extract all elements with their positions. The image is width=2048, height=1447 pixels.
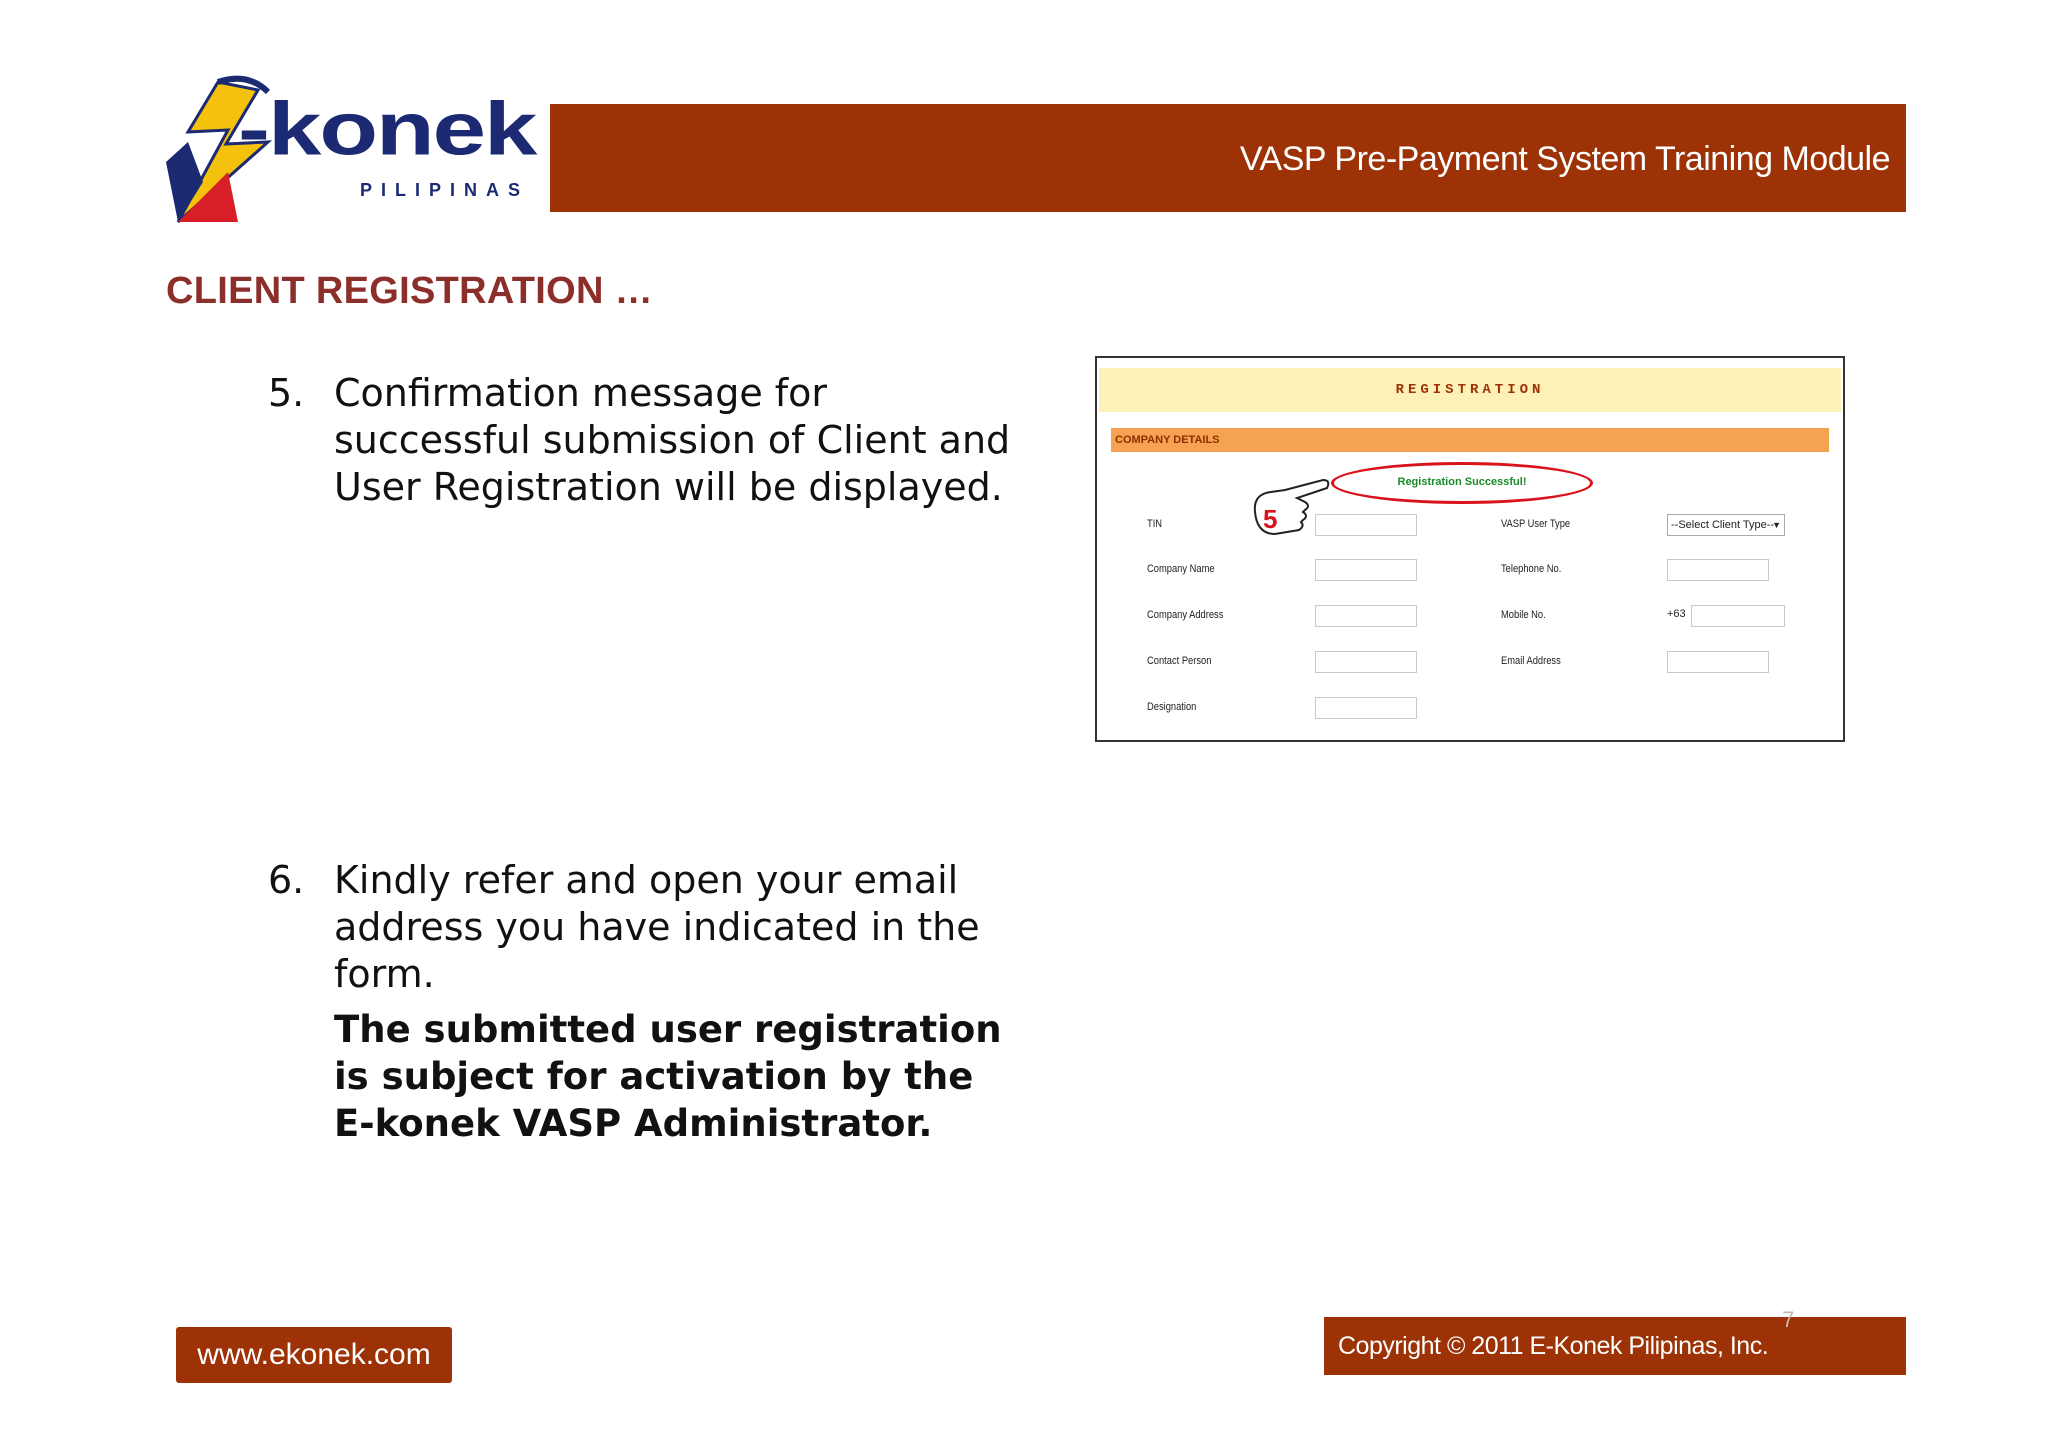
registration-header: REGISTRATION — [1099, 368, 1841, 412]
step-6-text: Kindly refer and open your email address you have indicated in the form. — [334, 858, 980, 996]
website-link[interactable]: www.ekonek.com — [176, 1327, 452, 1383]
label-company-name: Company Name — [1147, 563, 1215, 575]
copyright-bar — [1324, 1317, 1906, 1375]
telephone-input[interactable] — [1667, 559, 1769, 581]
step-6-note: The submitted user registration is subject for activation by the E-konek VASP Administrator. — [334, 1008, 1002, 1145]
email-input[interactable] — [1667, 651, 1769, 673]
company-name-input[interactable] — [1315, 559, 1417, 581]
step-marker: 5 — [1263, 504, 1278, 534]
label-email: Email Address — [1501, 655, 1561, 667]
step-6-number: 6. — [268, 858, 305, 902]
copyright-text: Copyright © 2011 E-Konek Pilipinas, Inc. — [1338, 1332, 1769, 1360]
label-telephone: Telephone No. — [1501, 563, 1562, 575]
label-company-address: Company Address — [1147, 609, 1224, 621]
mobile-input[interactable] — [1691, 605, 1785, 627]
company-details-bar: COMPANY DETAILS — [1111, 428, 1829, 452]
label-contact-person: Contact Person — [1147, 655, 1212, 667]
contact-person-input[interactable] — [1315, 651, 1417, 673]
client-type-select-value: --Select Client Type-- — [1671, 519, 1775, 531]
registration-success-message: Registration Successful! — [1397, 476, 1527, 488]
chevron-down-icon: ▼ — [1772, 520, 1781, 530]
header-title: VASP Pre-Payment System Training Module — [1239, 140, 1890, 178]
step-5-number: 5. — [268, 371, 305, 415]
registration-screenshot — [1095, 356, 1845, 742]
logo-wordmark: -konek — [238, 87, 536, 171]
logo-subtext: PILIPINAS — [360, 180, 530, 200]
label-vasp-user-type: VASP User Type — [1501, 518, 1571, 530]
label-designation: Designation — [1147, 701, 1197, 713]
label-tin: TIN — [1147, 518, 1163, 530]
section-title: CLIENT REGISTRATION … — [166, 270, 653, 312]
client-type-select[interactable] — [1667, 514, 1785, 536]
designation-input[interactable] — [1315, 697, 1417, 719]
header-bar — [550, 104, 1906, 212]
company-address-input[interactable] — [1315, 605, 1417, 627]
label-mobile: Mobile No. — [1501, 609, 1546, 621]
step-5-text: Confirmation message for successful submission of Client and User Registration will be displayed. — [334, 371, 1011, 509]
mobile-prefix: +63 — [1667, 608, 1686, 620]
tin-input[interactable] — [1315, 514, 1417, 536]
page-number: 7 — [1782, 1307, 1795, 1332]
